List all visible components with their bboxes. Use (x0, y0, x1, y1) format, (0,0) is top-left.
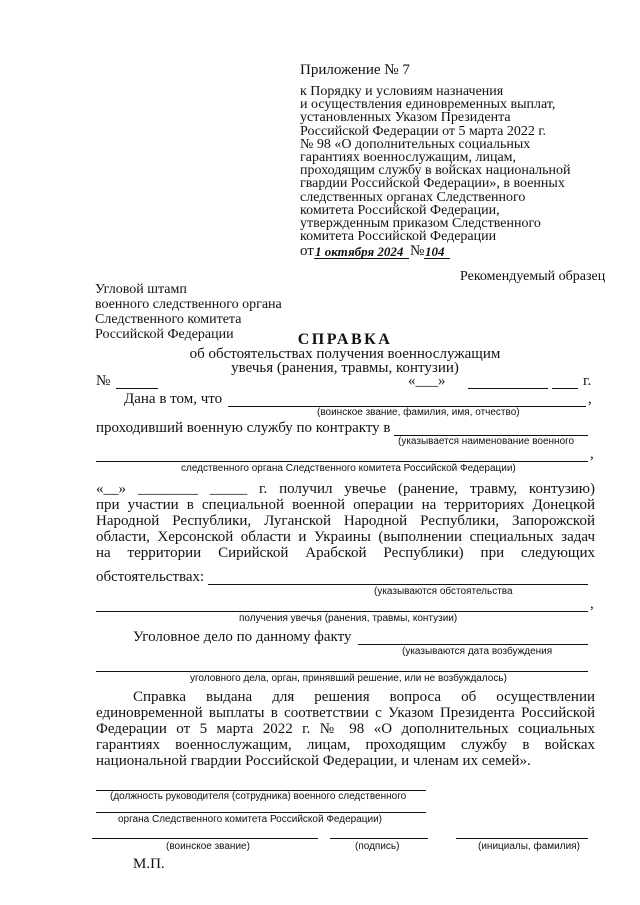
appendix-line: проходящим службу в войсках национальной (300, 163, 571, 179)
appendix-line: комитета Российской Федерации (300, 229, 497, 245)
circumstances-hint-2: получения увечья (ранения, травмы, контузии) (239, 613, 458, 624)
service-hint-1: (указывается наименование военного (398, 436, 575, 447)
signature-line (330, 838, 428, 839)
position-line-2 (96, 812, 426, 813)
issued-paragraph (96, 690, 595, 770)
appendix-line: и осуществления единовременных выплат, (300, 97, 556, 113)
issued-line-2: единовременной выплаты в соответствии с Указом Президента Российской (96, 705, 595, 721)
signature-hint: (подпись) (355, 841, 400, 852)
position-hint-2: органа Следственного комитета Российской Федерации) (118, 814, 383, 825)
stamp-line-1: Угловой штамп (95, 282, 187, 297)
injury-line-1: «__» ________ _____ г. получил увечье (ранение, травму, контузию) (96, 481, 595, 497)
document-subtitle-1: об обстоятельствах получения военнослужащим (189, 346, 501, 362)
document-subtitle-2: увечья (ранения, травмы, контузии) (231, 360, 459, 376)
order-number-label: № (410, 243, 425, 259)
number-line (116, 388, 158, 389)
date-year-line (552, 388, 578, 389)
stamp-line-3: Следственного комитета (95, 312, 242, 327)
given-to-hint: (воинское звание, фамилия, имя, отчество) (317, 407, 520, 418)
service-line-2 (96, 461, 588, 462)
number-sign: № (96, 373, 111, 389)
appendix-line: комитета Российской Федерации, (300, 202, 500, 218)
stamp-place: М.П. (133, 856, 165, 872)
name-line (456, 838, 588, 839)
service-label: проходивший военную службу по контракту в (96, 420, 391, 436)
criminal-case-label: Уголовное дело по данному факту (133, 629, 352, 645)
given-to-comma: , (588, 391, 592, 407)
document-title: СПРАВКА (297, 331, 393, 348)
appendix-line: к Порядку и условиям назначения (300, 84, 504, 99)
order-date-handwritten: 1 октября 2024 (315, 244, 404, 259)
date-month-line (468, 388, 548, 389)
circumstances-comma: , (590, 596, 594, 612)
name-hint: (инициалы, фамилия) (478, 841, 580, 852)
injury-paragraph (96, 482, 595, 562)
date-day-quote: «___» (408, 373, 446, 389)
order-prefix: от (300, 243, 314, 259)
appendix-line: Российской Федерации от 5 марта 2022 г. (300, 123, 547, 139)
given-to-label: Дана в том, что (124, 391, 223, 407)
issued-line-4: гарантиях военнослужащим, лицам, проходящим службу в войсках (96, 737, 595, 753)
position-hint-1: (должность руководителя (сотрудника) военного следственного (110, 791, 407, 802)
criminal-case-line-1 (358, 644, 588, 645)
rank-line (92, 838, 318, 839)
criminal-case-hint-1: (указываются дата возбуждения (402, 646, 553, 657)
issued-line-3: Федерации от 5 марта 2022 г. № 98 «О дополнительных социальных (96, 721, 595, 737)
rank-hint: (воинское звание) (166, 841, 250, 852)
service-comma: , (590, 446, 594, 462)
criminal-case-hint-2: уголовного дела, орган, принявший решение, или не возбуждалось) (190, 673, 507, 684)
circumstances-label: обстоятельствах: (96, 569, 205, 585)
appendix-title: Приложение № 7 (300, 62, 410, 78)
criminal-case-line-2 (96, 671, 588, 672)
sample-label: Рекомендуемый образец (460, 269, 606, 284)
injury-line-3: Народной Республики, Луганской Народной Республики, Запорожской (96, 513, 595, 529)
injury-line-2: при участии в специальной военной операции на территориях Донецкой (96, 497, 595, 513)
circumstances-hint-1: (указываются обстоятельства (374, 586, 513, 597)
appendix-line: гвардии Российской Федерации», в военных (300, 176, 565, 192)
appendix-line: следственных органах Следственного (300, 189, 526, 205)
circumstances-line-2 (96, 611, 588, 612)
stamp-line-2: военного следственного органа (95, 297, 282, 312)
appendix-line: утвержденным приказом Следственного (300, 216, 541, 231)
issued-line-1: Справка выдана для решения вопроса об осуществлении (133, 689, 595, 705)
injury-line-4: области, Херсонской области и Украины (выполнении специальных задач (96, 529, 595, 545)
appendix-line: № 98 «О дополнительных социальных (300, 136, 531, 152)
injury-line-5: на территории Сирийской Арабской Республики) при следующих (96, 545, 595, 561)
order-number-handwritten: 104 (425, 244, 445, 259)
appendix-line: гарантиях военнослужащим, лицам, (300, 150, 517, 165)
issued-line-5: национальной гвардии Российской Федерации, и членам их семей». (96, 753, 531, 769)
appendix-line: установленных Указом Президента (300, 110, 511, 126)
date-year-suffix: г. (583, 373, 592, 389)
service-hint-2: следственного органа Следственного комитета Российской Федерации) (181, 463, 516, 474)
circumstances-line-1 (208, 584, 588, 585)
stamp-line-4: Российской Федерации (95, 327, 234, 342)
